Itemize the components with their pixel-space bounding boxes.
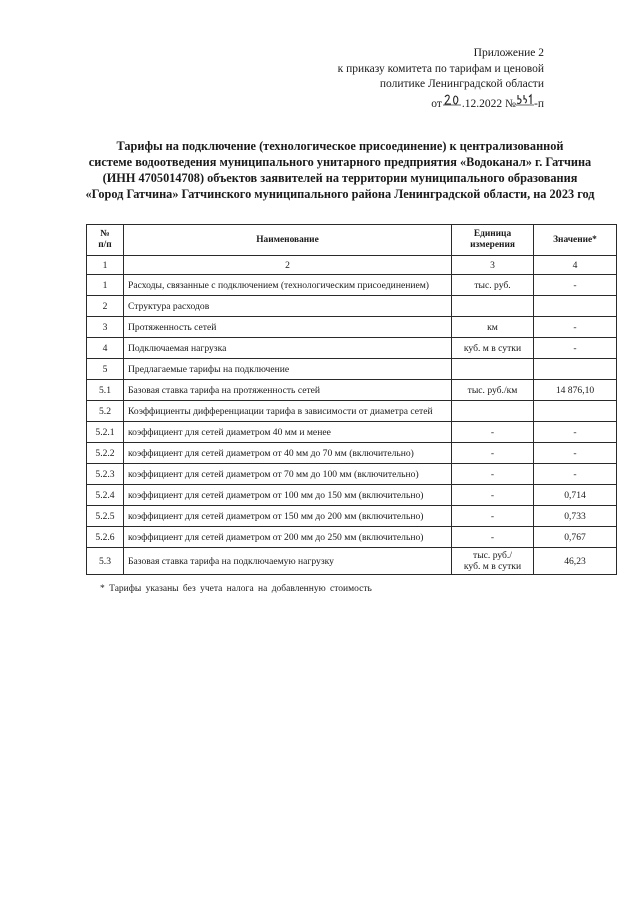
row-number: 1	[87, 275, 124, 296]
row-unit: -	[452, 506, 534, 527]
column-number: 3	[452, 256, 534, 275]
table-row	[87, 548, 617, 575]
appendix-order-line: к приказу комитета по тарифам и ценовой	[337, 62, 544, 75]
column-number: 2	[124, 256, 452, 275]
row-number: 4	[87, 338, 124, 359]
row-name: Базовая ставка тарифа на подключаемую нагрузку	[124, 548, 452, 575]
row-number: 5.2.1	[87, 422, 124, 443]
table-row	[87, 275, 617, 296]
column-number: 1	[87, 256, 124, 275]
date-middle: .12.2022 №	[461, 97, 517, 110]
table-row	[87, 527, 617, 548]
header-unit: Единица измерения	[452, 225, 534, 256]
table-row	[87, 506, 617, 527]
row-unit: -	[452, 485, 534, 506]
row-unit	[452, 401, 534, 422]
table-row	[87, 296, 617, 317]
row-value: 46,23	[534, 548, 617, 575]
row-number: 5.2	[87, 401, 124, 422]
vat-footnote: * Тарифы указаны без учета налога на добавленную стоимость	[100, 584, 372, 594]
row-unit: -	[452, 527, 534, 548]
row-unit: км	[452, 317, 534, 338]
row-number: 5.2.3	[87, 464, 124, 485]
row-value: 0,733	[534, 506, 617, 527]
row-name: коэффициент для сетей диаметром от 150 мм до 200 мм (включительно)	[124, 506, 452, 527]
table-header-row	[87, 225, 617, 256]
header-value: Значение*	[534, 225, 617, 256]
row-number: 5.1	[87, 380, 124, 401]
row-name: Базовая ставка тарифа на протяженность сетей	[124, 380, 452, 401]
header-name: Наименование	[124, 225, 452, 256]
row-name: коэффициент для сетей диаметром от 70 мм до 100 мм (включительно)	[124, 464, 452, 485]
table-row	[87, 464, 617, 485]
row-unit: тыс. руб./км	[452, 380, 534, 401]
title-line-2: системе водоотведения муниципального унитарного предприятия «Водоканал» г. Гатчина	[88, 155, 592, 169]
row-unit	[452, 296, 534, 317]
row-unit: -	[452, 464, 534, 485]
appendix-title: Приложение 2	[473, 47, 544, 59]
row-value: -	[534, 338, 617, 359]
row-value: -	[534, 422, 617, 443]
document-title	[60, 138, 620, 202]
title-line-1: Тарифы на подключение (технологическое присоединение) к централизованной	[116, 139, 564, 153]
handwritten-day-mark	[442, 93, 462, 107]
row-number: 5.2.4	[87, 485, 124, 506]
row-number: 5.2.5	[87, 506, 124, 527]
header-number: № п/п	[87, 225, 124, 256]
table-row	[87, 317, 617, 338]
title-line-4: «Город Гатчина» Гатчинского муниципального района Ленинградской области, на 2023 год	[85, 187, 595, 201]
row-value: 0,767	[534, 527, 617, 548]
row-value: -	[534, 443, 617, 464]
row-name: Коэффициенты дифференциации тарифа в зависимости от диаметра сетей	[124, 401, 452, 422]
row-value	[534, 401, 617, 422]
appendix-committee-line: политике Ленинградской области	[379, 78, 544, 90]
handwritten-order-number-mark	[516, 93, 534, 107]
row-unit: тыс. руб.	[452, 275, 534, 296]
row-name: Структура расходов	[124, 296, 452, 317]
appendix-header	[284, 46, 544, 112]
row-name: Подключаемая нагрузка	[124, 338, 452, 359]
row-name: коэффициент для сетей диаметром от 200 мм до 250 мм (включительно)	[124, 527, 452, 548]
row-name: коэффициент для сетей диаметром от 40 мм до 70 мм (включительно)	[124, 443, 452, 464]
column-numbering-row	[87, 256, 617, 275]
date-suffix: -п	[534, 97, 544, 110]
row-value: 0,714	[534, 485, 617, 506]
table-row	[87, 401, 617, 422]
column-number: 4	[534, 256, 617, 275]
table-row	[87, 485, 617, 506]
row-value: -	[534, 317, 617, 338]
table-row	[87, 359, 617, 380]
row-unit: куб. м в сутки	[452, 338, 534, 359]
title-line-3: (ИНН 4705014708) объектов заявителей на территории муниципального образования	[102, 171, 578, 185]
table-row	[87, 443, 617, 464]
appendix-date-line	[284, 93, 544, 113]
date-prefix: от	[431, 97, 442, 110]
row-value	[534, 359, 617, 380]
row-name: коэффициент для сетей диаметром от 100 мм до 150 мм (включительно)	[124, 485, 452, 506]
row-unit: -	[452, 443, 534, 464]
row-name: Протяженность сетей	[124, 317, 452, 338]
table-row	[87, 380, 617, 401]
table-row	[87, 422, 617, 443]
row-number: 5.3	[87, 548, 124, 575]
row-number: 3	[87, 317, 124, 338]
row-unit	[452, 359, 534, 380]
row-value: -	[534, 275, 617, 296]
row-name: коэффициент для сетей диаметром 40 мм и менее	[124, 422, 452, 443]
tariff-table	[86, 224, 617, 575]
row-value: -	[534, 464, 617, 485]
row-unit: тыс. руб./ куб. м в сутки	[452, 548, 534, 575]
table-row	[87, 338, 617, 359]
row-unit: -	[452, 422, 534, 443]
row-name: Расходы, связанные с подключением (технологическим присоединением)	[124, 275, 452, 296]
row-number: 5.2.2	[87, 443, 124, 464]
row-value	[534, 296, 617, 317]
row-number: 5.2.6	[87, 527, 124, 548]
row-number: 2	[87, 296, 124, 317]
row-number: 5	[87, 359, 124, 380]
row-value: 14 876,10	[534, 380, 617, 401]
row-name: Предлагаемые тарифы на подключение	[124, 359, 452, 380]
